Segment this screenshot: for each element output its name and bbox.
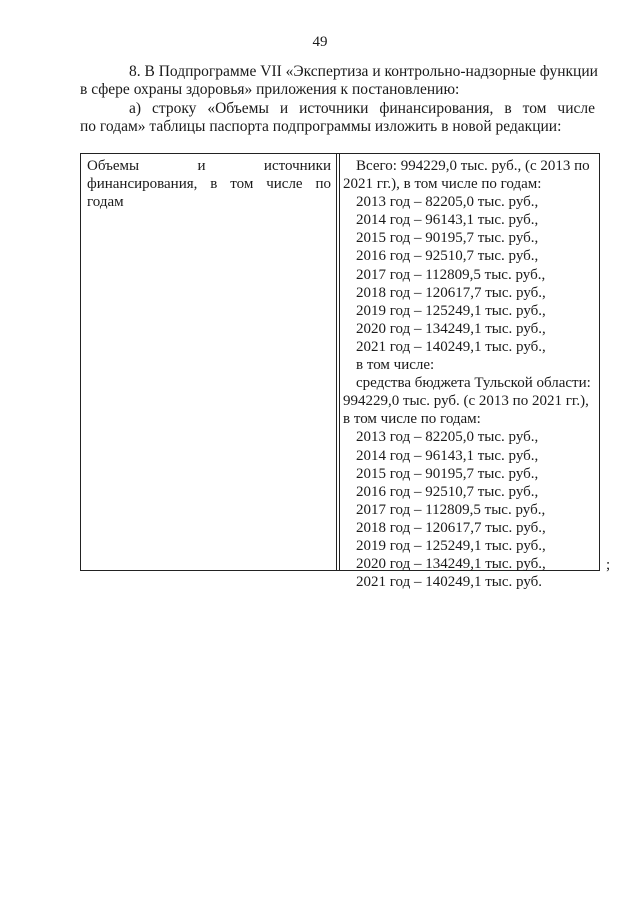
year-line: 2015 год – 90195,7 тыс. руб., bbox=[356, 230, 539, 247]
year-line: 2015 год – 90195,7 тыс. руб., bbox=[356, 465, 539, 482]
including-label: в том числе: bbox=[356, 357, 435, 374]
cell-line: годам bbox=[87, 194, 124, 210]
year-line: 2021 год – 140249,1 тыс. руб., bbox=[356, 338, 546, 355]
year-line: 2013 год – 82205,0 тыс. руб., bbox=[356, 194, 539, 211]
paragraph-amendment-8 bbox=[80, 63, 598, 99]
cell-line: Объемы и источники bbox=[87, 158, 331, 174]
year-line: 2018 год – 120617,7 тыс. руб., bbox=[356, 284, 546, 301]
year-line: 2014 год – 96143,1 тыс. руб., bbox=[356, 212, 539, 229]
table-column-divider bbox=[336, 154, 337, 570]
paragraph-line: а) строку «Объемы и источники финансирования, в том числе bbox=[129, 100, 595, 117]
budget-line: средства бюджета Тульской области: bbox=[356, 375, 591, 392]
paragraph-line: 8. В Подпрограмме VII «Экспертиза и контрольно-надзорные функции bbox=[129, 63, 598, 80]
paragraph-line: по годам» таблицы паспорта подпрограммы изложить в новой редакции: bbox=[80, 118, 562, 135]
table-column-divider bbox=[339, 154, 340, 570]
paragraph-subitem-a bbox=[80, 100, 595, 136]
trailing-semicolon: ; bbox=[606, 557, 611, 573]
year-line: 2017 год – 112809,5 тыс. руб., bbox=[356, 501, 546, 518]
budget-line: в том числе по годам: bbox=[343, 411, 481, 428]
table-cell-value bbox=[343, 157, 595, 591]
year-line: 2017 год – 112809,5 тыс. руб., bbox=[356, 266, 546, 283]
page-number: 49 bbox=[312, 34, 328, 50]
year-line: 2019 год – 125249,1 тыс. руб., bbox=[356, 302, 546, 319]
paragraph-line: в сфере охраны здоровья» приложения к постановлению: bbox=[80, 81, 460, 98]
cell-line-total: 2021 гг.), в том числе по годам: bbox=[343, 176, 542, 193]
year-line: 2016 год – 92510,7 тыс. руб., bbox=[356, 248, 539, 265]
year-line: 2014 год – 96143,1 тыс. руб., bbox=[356, 447, 539, 464]
cell-line: финансирования, в том числе по bbox=[87, 176, 331, 192]
passport-table bbox=[80, 153, 600, 591]
year-line: 2013 год – 82205,0 тыс. руб., bbox=[356, 429, 539, 446]
table-cell-label bbox=[87, 157, 331, 211]
year-line: 2019 год – 125249,1 тыс. руб., bbox=[356, 537, 546, 554]
year-line: 2016 год – 92510,7 тыс. руб., bbox=[356, 483, 539, 500]
cell-line-total: Всего: 994229,0 тыс. руб., (с 2013 по bbox=[356, 158, 590, 174]
year-line: 2021 год – 140249,1 тыс. руб. bbox=[356, 574, 543, 591]
budget-line: 994229,0 тыс. руб. (с 2013 по 2021 гг.), bbox=[343, 393, 589, 410]
year-line: 2020 год – 134249,1 тыс. руб., bbox=[356, 556, 546, 573]
year-line: 2018 год – 120617,7 тыс. руб., bbox=[356, 519, 546, 536]
year-line: 2020 год – 134249,1 тыс. руб., bbox=[356, 320, 546, 337]
